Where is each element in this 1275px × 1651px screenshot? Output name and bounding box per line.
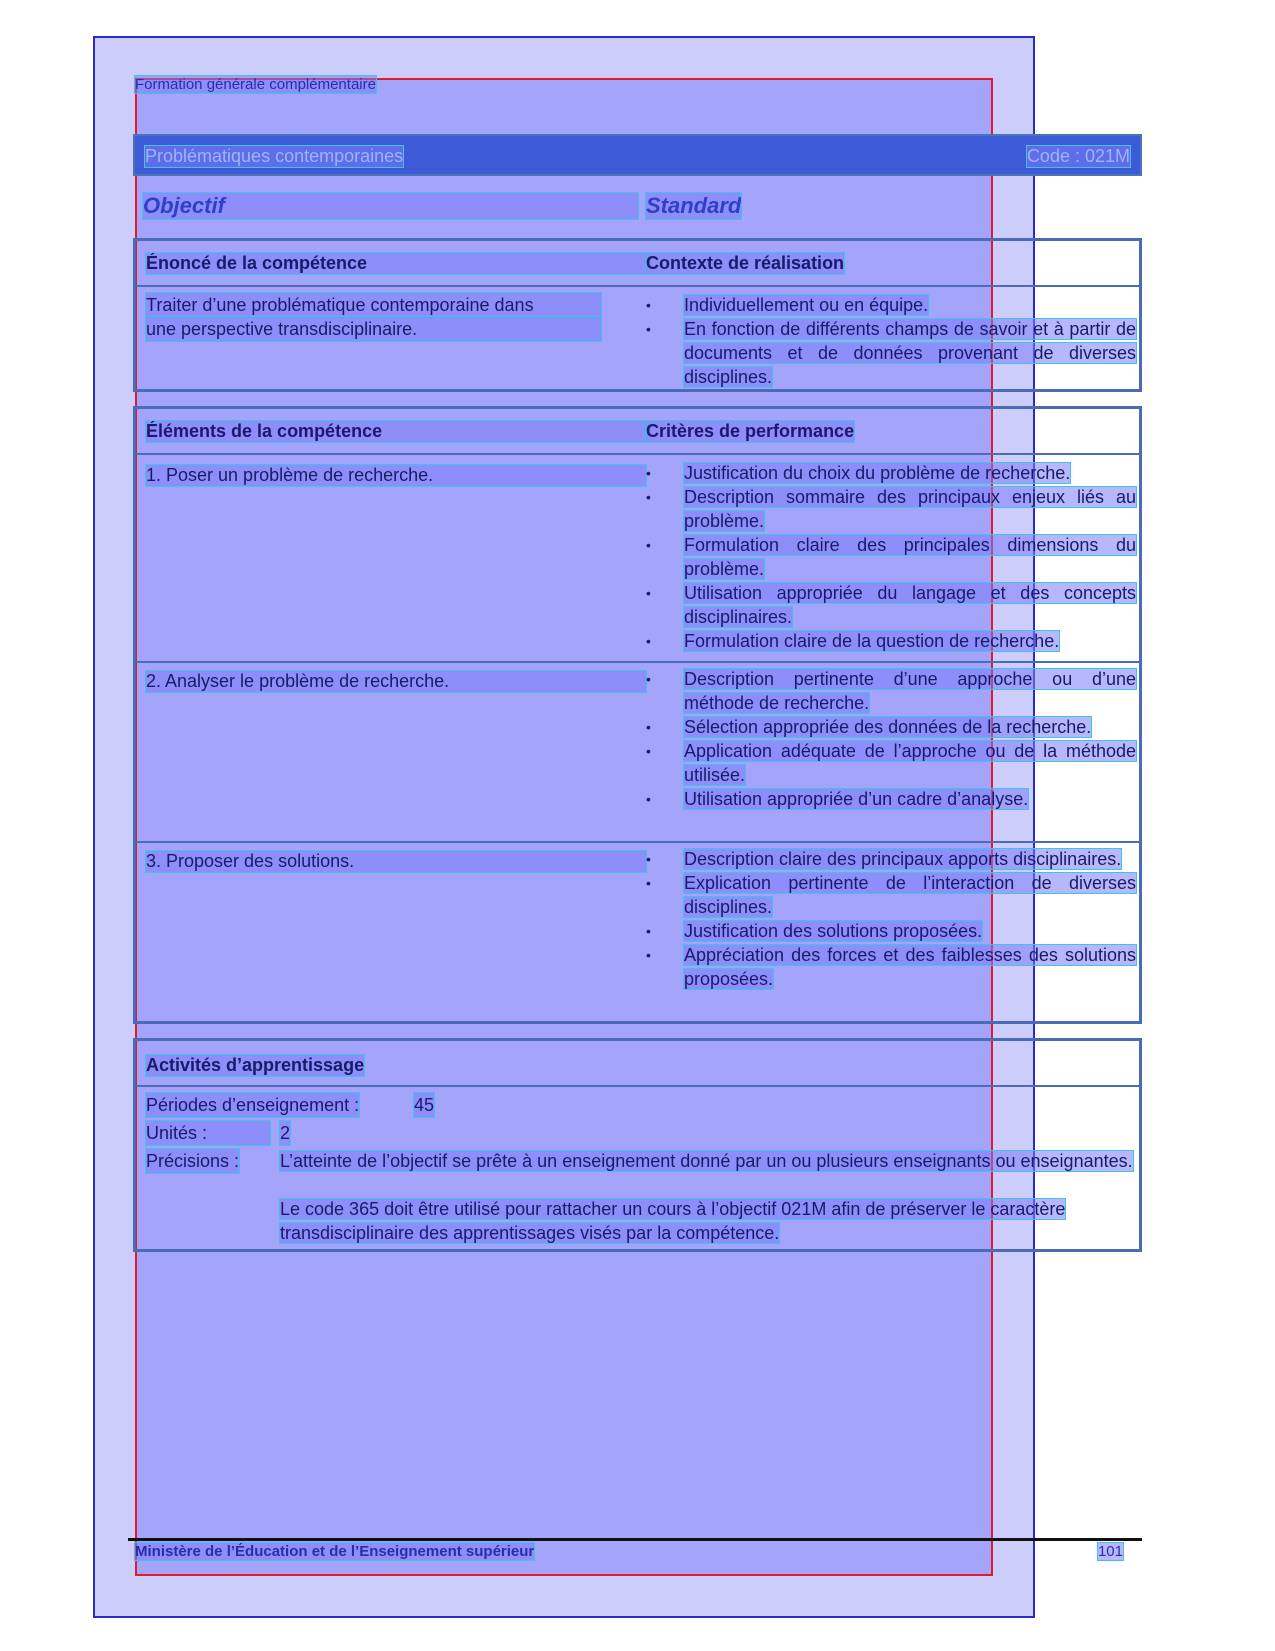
footer-ministry: Ministère de l’Éducation et de l’Enseignement supérieur xyxy=(135,1543,535,1560)
elements-box xyxy=(133,406,1142,1024)
bullet-icon: • xyxy=(646,321,651,337)
list-item: • Explication pertinente de l’interaction de diverses disciplines. xyxy=(646,873,1136,917)
header-divider xyxy=(136,285,1139,287)
criteria-list-3 xyxy=(646,847,1136,991)
bullet-icon: • xyxy=(646,719,651,735)
row-divider xyxy=(136,841,1139,843)
criteria-list-1 xyxy=(646,461,1136,653)
periods-label: Périodes d’enseignement : xyxy=(146,1095,360,1115)
precisions-label: Précisions : xyxy=(146,1151,240,1171)
competence-header: Énoncé de la compétence xyxy=(146,253,646,274)
activities-header: Activités d’apprentissage xyxy=(146,1055,365,1075)
list-item: • Formulation claire des principales dimensions du problème. xyxy=(646,535,1136,579)
element-2-label: 2. Analyser le problème de recherche. xyxy=(146,671,646,692)
list-item: • Utilisation appropriée du langage et des concepts disciplinaires. xyxy=(646,583,1136,627)
list-item: • Application adéquate de l’approche ou de la méthode utilisée. xyxy=(646,741,1136,785)
bullet-icon: • xyxy=(646,875,651,891)
course-code: Code : 021M xyxy=(1026,146,1130,166)
list-item: • Justification du choix du problème de recherche. xyxy=(646,463,1071,483)
bullet-icon: • xyxy=(646,585,651,601)
objectif-heading: Objectif xyxy=(143,193,638,219)
precisions-p1: L’atteinte de l’objectif se prête à un enseignement donné par un ou plusieurs enseignants ou enseignantes. xyxy=(280,1151,1133,1171)
page-number: 101 xyxy=(1097,1543,1123,1560)
list-item: • Description sommaire des principaux enjeux liés au problème. xyxy=(646,487,1136,531)
elements-header: Éléments de la compétence xyxy=(146,421,646,442)
header-divider xyxy=(136,453,1139,455)
competence-statement-line1: Traiter d’une problématique contemporaine dans xyxy=(146,293,601,317)
bullet-icon: • xyxy=(646,923,651,939)
title-band xyxy=(133,134,1142,176)
standard-heading: Standard xyxy=(646,193,742,218)
periods-value: 45 xyxy=(414,1095,435,1115)
competence-statement-line2: une perspective transdisciplinaire. xyxy=(146,317,601,341)
bullet-icon: • xyxy=(646,465,651,481)
bullet-icon: • xyxy=(646,633,651,649)
element-3-label: 3. Proposer des solutions. xyxy=(146,851,646,872)
units-label: Unités : xyxy=(146,1121,270,1145)
units-value: 2 xyxy=(280,1123,291,1143)
row-divider xyxy=(136,661,1139,663)
precisions-p2: Le code 365 doit être utilisé pour rattacher un cours à l’objectif 021M afin de préserver le caractère transdisciplinaire des apprentissages visés par la compétence. xyxy=(280,1199,1066,1243)
context-list xyxy=(646,293,1136,389)
bullet-icon: • xyxy=(646,743,651,759)
bullet-icon: • xyxy=(646,791,651,807)
list-item: • Description claire des principaux apports disciplinaires. xyxy=(646,849,1122,869)
bullet-icon: • xyxy=(646,489,651,505)
context-header: Contexte de réalisation xyxy=(646,253,845,273)
running-head: Formation générale complémentaire xyxy=(135,76,376,93)
competence-box xyxy=(133,238,1142,392)
list-item: • Appréciation des forces et des faiblesses des solutions proposées. xyxy=(646,945,1136,989)
bullet-icon: • xyxy=(646,671,651,687)
list-item: • Individuellement ou en équipe. xyxy=(646,295,929,315)
list-item: • Justification des solutions proposées. xyxy=(646,921,983,941)
bullet-icon: • xyxy=(646,947,651,963)
list-item: • Sélection appropriée des données de la recherche. xyxy=(646,717,1092,737)
list-item: • En fonction de différents champs de savoir et à partir de documents et de données provenant de diverses disciplines. xyxy=(646,319,1136,387)
list-item: • Utilisation appropriée d’un cadre d’analyse. xyxy=(646,789,1029,809)
course-title: Problématiques contemporaines xyxy=(145,146,404,166)
bullet-icon: • xyxy=(646,851,651,867)
footer-rule xyxy=(128,1538,1142,1541)
bullet-icon: • xyxy=(646,297,651,313)
list-item: • Formulation claire de la question de recherche. xyxy=(646,631,1060,651)
header-divider xyxy=(136,1085,1139,1087)
element-1-label: 1. Poser un problème de recherche. xyxy=(146,465,646,486)
activities-box xyxy=(133,1038,1142,1252)
criteria-list-2 xyxy=(646,667,1136,811)
list-item: • Description pertinente d’une approche ou d’une méthode de recherche. xyxy=(646,669,1136,713)
bullet-icon: • xyxy=(646,537,651,553)
criteria-header: Critères de performance xyxy=(646,421,855,441)
